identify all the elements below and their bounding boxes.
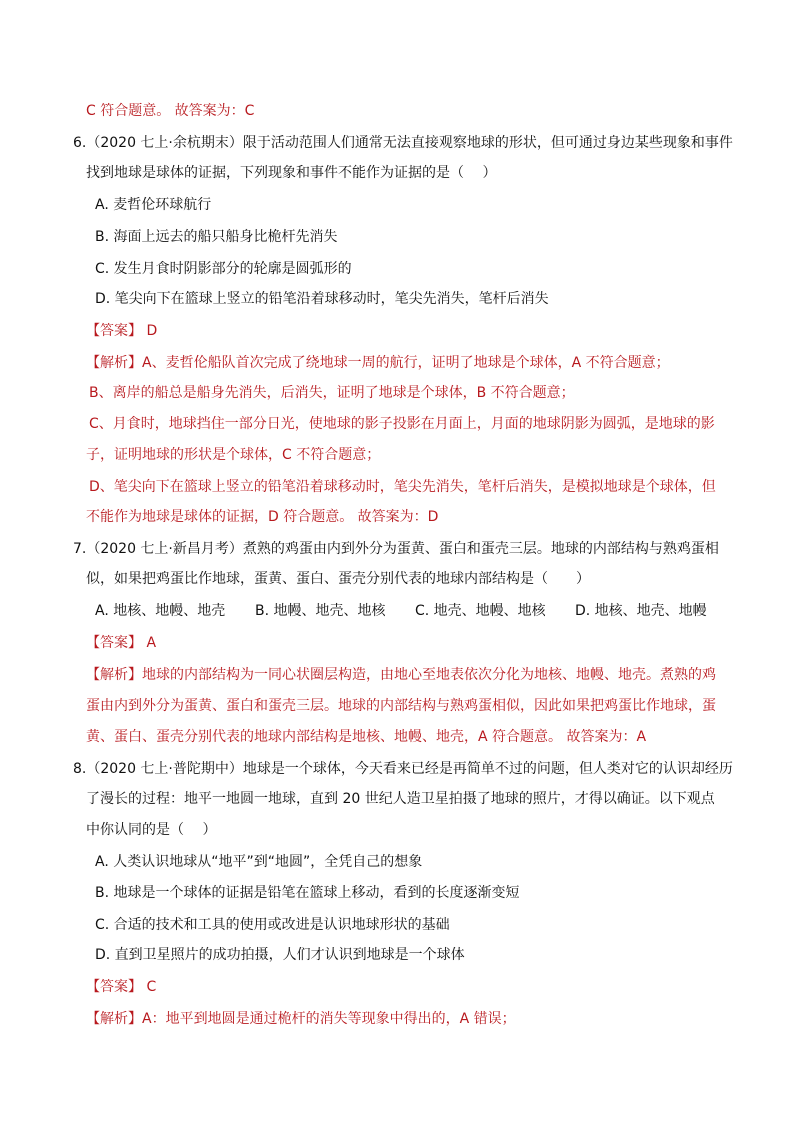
q7-analysis-line-3: 黄、蛋白、蛋壳分别代表的地球内部结构是地核、地幔、地壳，A 符合题意。 故答案为：A [86,729,647,745]
answer-value: A [142,635,157,651]
q6-analysis-line-6: 不能作为地球是球体的证据，D 符合题意。 故答案为：D [86,509,439,525]
q6-option-b: B. 海面上远去的船只船身比桅杆先消失 [95,229,338,245]
q8-option-a: A. 人类认识地球从“地平”到“地圆”，全凭自己的想象 [95,854,423,870]
q7-analysis-line-1 [86,665,716,685]
q6-analysis-line-4: 子，证明地球的形状是个球体，C 不符合题意； [86,447,381,463]
q6-analysis-line-3: C、月食时，地球挡住一部分日光，使地球的影子投影在月面上，月面的地球阴影为圆弧，是地球的影 [89,416,715,432]
previous-answer-line: C 符合题意。 故答案为：C [86,103,255,119]
q7-option-c: C. 地壳、地幔、地核 [415,603,546,619]
q8-answer [86,977,156,997]
q6-stem-line-2: 找到地球是球体的证据，下列现象和事件不能作为证据的是（ ） [86,165,497,181]
q6-analysis-line-2: B、离岸的船总是船身先消失，后消失，证明了地球是个球体，B 不符合题意； [89,385,575,401]
q6-stem-line-1: 6.（2020 七上·余杭期末）限于活动范围人们通常无法直接观察地球的形状，但可通过身边某些现象和事件 [73,135,733,151]
analysis-tag: 【解析】 [86,667,142,683]
answer-value: D [142,323,158,339]
q8-stem-line-2: 了漫长的过程：地平一地圆一地球，直到 20 世纪人造卫星拍摄了地球的照片，才得以确证。以下观点 [86,791,715,807]
analysis-tag: 【解析】 [86,1011,142,1027]
analysis-text: A、麦哲伦船队首次完成了绕地球一周的航行，证明了地球是个球体，A 不符合题意； [142,355,670,371]
analysis-text: A：地平到地圆是通过桅杆的消失等现象中得出的，A 错误； [142,1011,516,1027]
answer-tag: 【答案】 [86,323,142,339]
q7-option-d: D. 地核、地壳、地幔 [575,603,707,619]
q7-stem-line-2: 似，如果把鸡蛋比作地球，蛋黄、蛋白、蛋壳分别代表的地球内部结构是（ ） [86,571,590,587]
q7-options [95,601,707,621]
q7-analysis-line-2: 蛋由内到外分为蛋黄、蛋白和蛋壳三层。地球的内部结构与熟鸡蛋相似，因此如果把鸡蛋比作地球，蛋 [86,698,716,714]
q6-option-c: C. 发生月食时阴影部分的轮廓是圆弧形的 [95,261,352,277]
q7-option-a: A. 地核、地幔、地壳 [95,603,226,619]
q8-option-b: B. 地球是一个球体的证据是铅笔在篮球上移动，看到的长度逐渐变短 [95,885,520,901]
q8-option-c: C. 合适的技术和工具的使用或改进是认识地球形状的基础 [95,917,450,933]
q6-option-d: D. 笔尖向下在篮球上竖立的铅笔沿着球移动时，笔尖先消失，笔杆后消失 [95,291,549,307]
q8-stem-line-3: 中你认同的是（ ） [86,822,217,838]
q7-stem-line-1: 7.（2020 七上·新昌月考）煮熟的鸡蛋由内到外分为蛋黄、蛋白和蛋壳三层。地球的内部结构与熟鸡蛋相 [73,541,719,557]
q8-stem-line-1: 8.（2020 七上·普陀期中）地球是一个球体，今天看来已经是再简单不过的问题，但人类对它的认识却经历 [73,761,733,777]
answer-tag: 【答案】 [86,979,142,995]
q8-analysis-line-1 [86,1009,516,1029]
q6-answer [86,321,157,341]
q7-answer [86,633,156,653]
answer-tag: 【答案】 [86,635,142,651]
answer-value: C [142,979,157,995]
analysis-tag: 【解析】 [86,355,142,371]
analysis-text: 地球的内部结构为一同心状圈层构造，由地心至地表依次分化为地核、地幔、地壳。煮熟的鸡 [142,667,716,683]
q7-option-b: B. 地幔、地壳、地核 [255,603,386,619]
q6-option-a: A. 麦哲伦环球航行 [95,197,212,213]
q6-analysis-line-1 [86,353,670,373]
q8-option-d: D. 直到卫星照片的成功拍摄，人们才认识到地球是一个球体 [95,947,465,963]
q6-analysis-line-5: D、笔尖向下在篮球上竖立的铅笔沿着球移动时，笔尖先消失，笔杆后消失，是模拟地球是个球体，但 [89,479,716,495]
